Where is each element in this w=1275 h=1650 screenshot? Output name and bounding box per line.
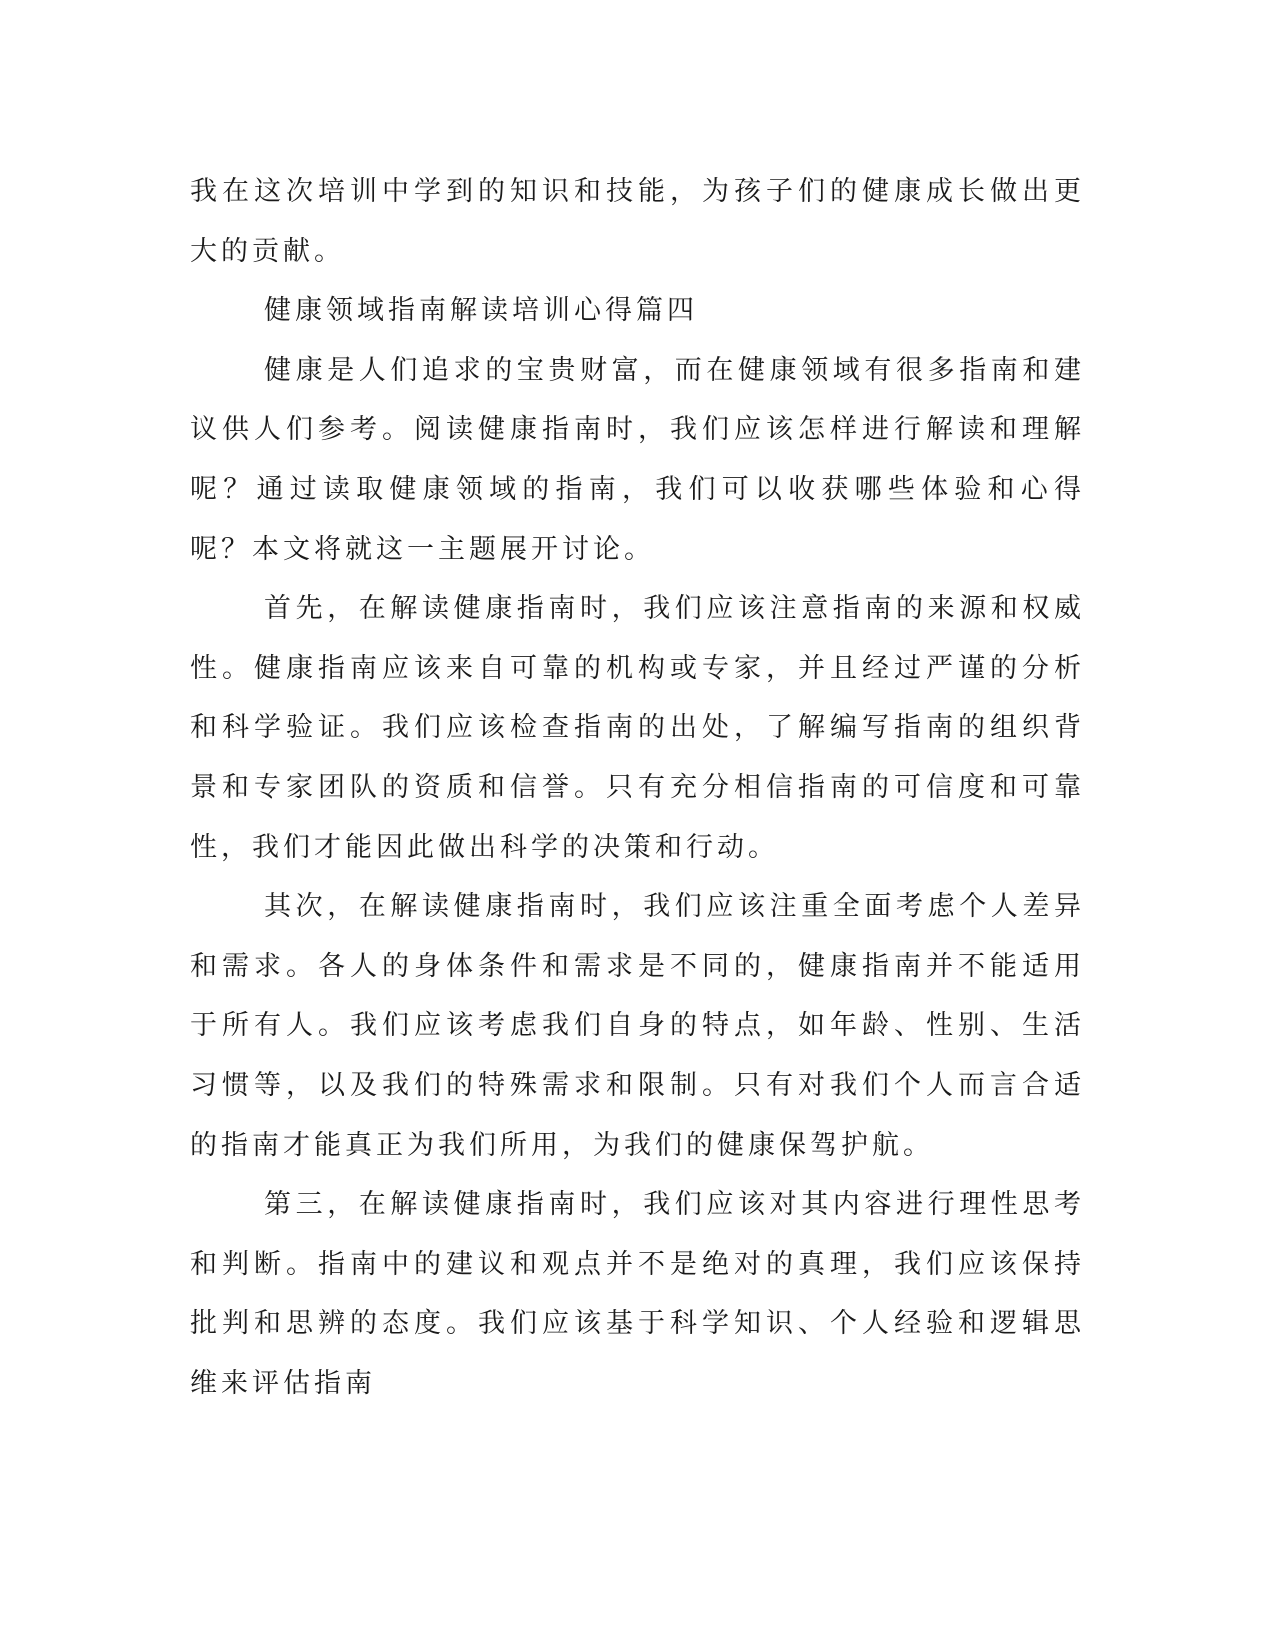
- paragraph-continuation: 我在这次培训中学到的知识和技能，为孩子们的健康成长做出更大的贡献。: [190, 176, 1085, 267]
- paragraph-third-point: 第三，在解读健康指南时，我们应该对其内容进行理性思考和判断。指南中的建议和观点并不是绝对的真理，我们应该保持批判和思辨的态度。我们应该基于科学知识、个人经验和逻辑思维来评估指南: [190, 1189, 1085, 1399]
- paragraph-intro: 健康是人们追求的宝贵财富，而在健康领域有很多指南和建议供人们参考。阅读健康指南时，我们应该怎样进行解读和理解呢？通过读取健康领域的指南，我们可以收获哪些体验和心得呢？本文将就这一主题展开讨论。: [190, 354, 1085, 565]
- paragraph-first-point: 首先，在解读健康指南时，我们应该注意指南的来源和权威性。健康指南应该来自可靠的机构或专家，并且经过严谨的分析和科学验证。我们应该检查指南的出处，了解编写指南的组织背景和专家团队的资质和信誉。只有充分相信指南的可信度和可靠性，我们才能因此做出科学的决策和行动。: [190, 593, 1085, 863]
- paragraph-second-point: 其次，在解读健康指南时，我们应该注重全面考虑个人差异和需求。各人的身体条件和需求是不同的，健康指南并不能适用于所有人。我们应该考虑我们自身的特点，如年龄、性别、生活习惯等，以及我们的特殊需求和限制。只有对我们个人而言合适的指南才能真正为我们所用，为我们的健康保驾护航。: [190, 891, 1085, 1161]
- section-heading: 健康领域指南解读培训心得篇四: [264, 295, 698, 327]
- document-body: [190, 162, 1085, 1413]
